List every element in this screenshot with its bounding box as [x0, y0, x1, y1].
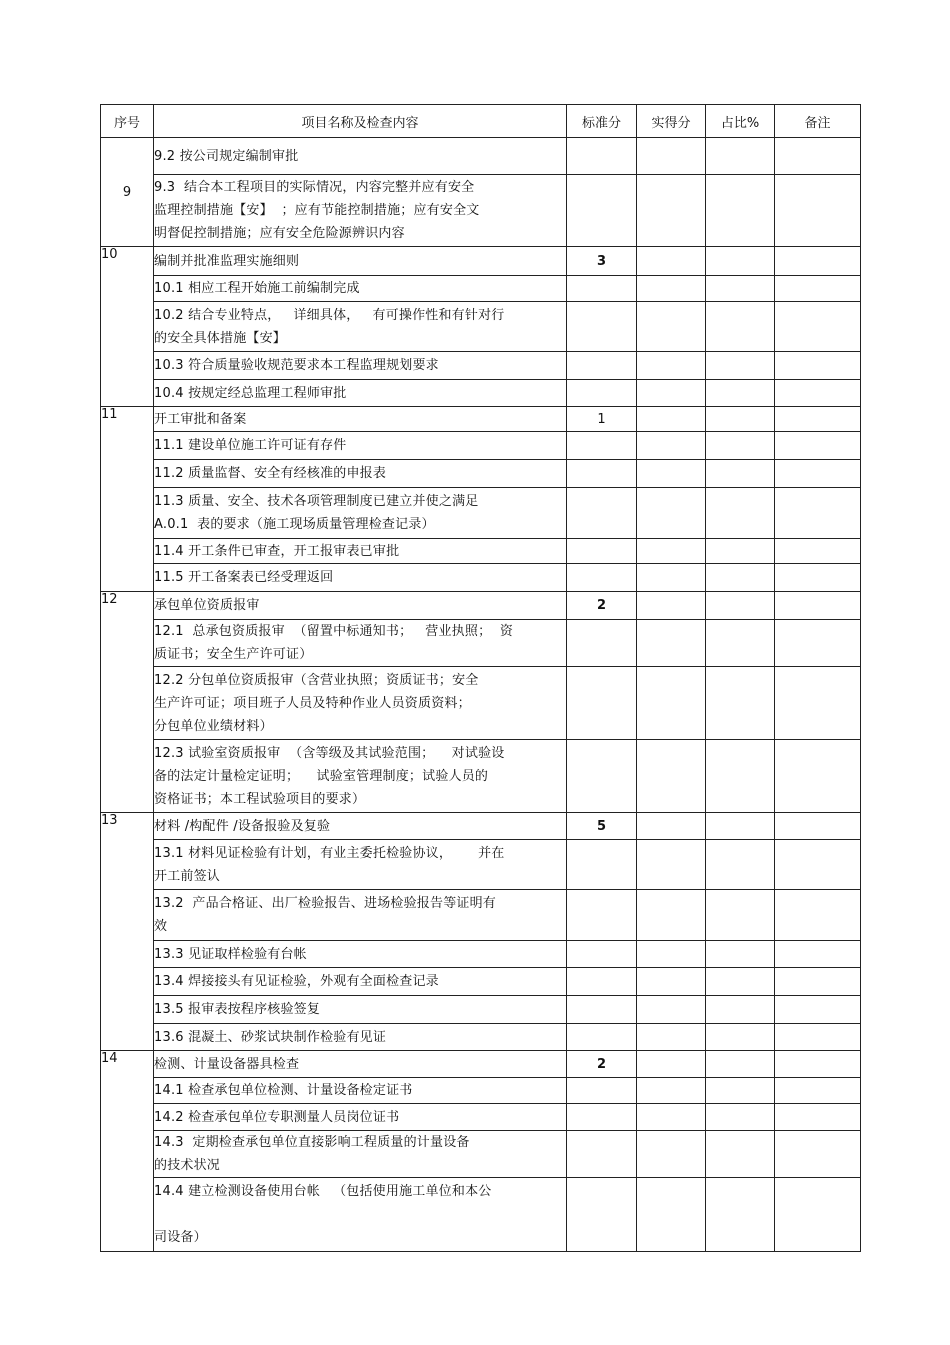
- ratio-cell[interactable]: [706, 564, 775, 592]
- table-row: [101, 592, 861, 620]
- ratio-cell[interactable]: [706, 407, 775, 432]
- item-cell: 11.5 开工备案表已经受理返回: [154, 564, 567, 592]
- actual-score-cell[interactable]: [637, 813, 706, 840]
- table-row: [101, 1051, 861, 1078]
- table-row: [101, 247, 861, 276]
- standard-score-cell: [567, 667, 637, 740]
- actual-score-cell[interactable]: [637, 407, 706, 432]
- seq-cell: 14: [101, 1051, 154, 1252]
- actual-score-cell[interactable]: [637, 620, 706, 667]
- table-row: [101, 380, 861, 407]
- remark-cell[interactable]: [775, 247, 861, 276]
- item-cell: 10.2 结合专业特点， 详细具体， 有可操作性和有针对行 的安全具体措施【安】: [154, 302, 567, 352]
- remark-cell[interactable]: [775, 1024, 861, 1051]
- ratio-cell[interactable]: [706, 488, 775, 539]
- remark-cell[interactable]: [775, 840, 861, 890]
- remark-cell[interactable]: [775, 620, 861, 667]
- item-cell: 11.2 质量监督、安全有经核准的申报表: [154, 460, 567, 488]
- table-row: [101, 175, 861, 247]
- table-row: [101, 667, 861, 740]
- ratio-cell[interactable]: [706, 276, 775, 302]
- header-seq: 序号: [101, 105, 154, 138]
- standard-score-cell: [567, 1078, 637, 1104]
- item-cell: 检测、计量设备器具检查: [154, 1051, 567, 1078]
- standard-score-cell: [567, 941, 637, 968]
- remark-cell[interactable]: [775, 1178, 861, 1252]
- table-row: [101, 460, 861, 488]
- item-cell: 13.5 报审表按程序核验签复: [154, 996, 567, 1024]
- header-actual-score: 实得分: [637, 105, 706, 138]
- item-cell: 11.1 建设单位施工许可证有存件: [154, 432, 567, 460]
- actual-score-cell[interactable]: [637, 996, 706, 1024]
- remark-cell[interactable]: [775, 941, 861, 968]
- standard-score-cell: [567, 996, 637, 1024]
- table-row: [101, 813, 861, 840]
- item-cell: 14.2 检查承包单位专职测量人员岗位证书: [154, 1104, 567, 1131]
- ratio-cell[interactable]: [706, 813, 775, 840]
- item-cell: 10.1 相应工程开始施工前编制完成: [154, 276, 567, 302]
- remark-cell[interactable]: [775, 1051, 861, 1078]
- ratio-cell[interactable]: [706, 432, 775, 460]
- remark-cell[interactable]: [775, 407, 861, 432]
- item-cell: 14.3 定期检查承包单位直接影响工程质量的计量设备 的技术状况: [154, 1131, 567, 1178]
- actual-score-cell[interactable]: [637, 432, 706, 460]
- actual-score-cell[interactable]: [637, 667, 706, 740]
- item-cell: 14.1 检查承包单位检测、计量设备检定证书: [154, 1078, 567, 1104]
- actual-score-cell[interactable]: [637, 460, 706, 488]
- table-row: [101, 432, 861, 460]
- item-cell: 10.3 符合质量验收规范要求本工程监理规划要求: [154, 352, 567, 380]
- seq-cell: 9: [101, 138, 154, 247]
- item-cell: 14.4 建立检测设备使用台帐 （包括使用施工单位和本公 司设备）: [154, 1178, 567, 1252]
- actual-score-cell[interactable]: [637, 488, 706, 539]
- standard-score-cell: [567, 460, 637, 488]
- table-row: [101, 620, 861, 667]
- seq-cell: 13: [101, 813, 154, 1051]
- standard-score-cell: 2: [567, 1051, 637, 1078]
- remark-cell[interactable]: [775, 996, 861, 1024]
- header-remark: 备注: [775, 105, 861, 138]
- header-ratio: 占比%: [706, 105, 775, 138]
- remark-cell[interactable]: [775, 432, 861, 460]
- standard-score-cell: [567, 890, 637, 941]
- ratio-cell[interactable]: [706, 1178, 775, 1252]
- table-row: [101, 840, 861, 890]
- item-cell: 11.4 开工条件已审查，开工报审表已审批: [154, 539, 567, 564]
- ratio-cell[interactable]: [706, 539, 775, 564]
- ratio-cell[interactable]: [706, 138, 775, 175]
- actual-score-cell[interactable]: [637, 1078, 706, 1104]
- standard-score-cell: [567, 1104, 637, 1131]
- table-row: [101, 564, 861, 592]
- remark-cell[interactable]: [775, 539, 861, 564]
- item-cell: 9.2 按公司规定编制审批: [154, 138, 567, 175]
- remark-cell[interactable]: [775, 564, 861, 592]
- actual-score-cell[interactable]: [637, 968, 706, 996]
- standard-score-cell: [567, 1131, 637, 1178]
- remark-cell[interactable]: [775, 1078, 861, 1104]
- remark-cell[interactable]: [775, 138, 861, 175]
- standard-score-cell: [567, 276, 637, 302]
- remark-cell[interactable]: [775, 667, 861, 740]
- table-row: [101, 488, 861, 539]
- standard-score-cell: [567, 432, 637, 460]
- table-row: [101, 352, 861, 380]
- item-cell: 编制并批准监理实施细则: [154, 247, 567, 276]
- actual-score-cell[interactable]: [637, 1024, 706, 1051]
- actual-score-cell[interactable]: [637, 1178, 706, 1252]
- item-cell: 13.1 材料见证检验有计划，有业主委托检验协议， 并在 开工前签认: [154, 840, 567, 890]
- remark-cell[interactable]: [775, 380, 861, 407]
- table-row: [101, 996, 861, 1024]
- standard-score-cell: 2: [567, 592, 637, 620]
- ratio-cell[interactable]: [706, 1051, 775, 1078]
- item-cell: 13.2 产品合格证、出厂检验报告、进场检验报告等证明有 效: [154, 890, 567, 941]
- item-cell: 承包单位资质报审: [154, 592, 567, 620]
- ratio-cell[interactable]: [706, 667, 775, 740]
- standard-score-cell: [567, 840, 637, 890]
- standard-score-cell: [567, 968, 637, 996]
- standard-score-cell: [567, 352, 637, 380]
- seq-cell: 11: [101, 407, 154, 592]
- remark-cell[interactable]: [775, 813, 861, 840]
- actual-score-cell[interactable]: [637, 941, 706, 968]
- seq-cell: 10: [101, 247, 154, 407]
- table-row: [101, 941, 861, 968]
- ratio-cell[interactable]: [706, 1024, 775, 1051]
- table-row: [101, 1178, 861, 1252]
- remark-cell[interactable]: [775, 740, 861, 813]
- ratio-cell[interactable]: [706, 1104, 775, 1131]
- item-cell: 10.4 按规定经总监理工程师审批: [154, 380, 567, 407]
- inspection-table: [100, 104, 861, 1252]
- ratio-cell[interactable]: [706, 996, 775, 1024]
- table-row: [101, 407, 861, 432]
- actual-score-cell[interactable]: [637, 276, 706, 302]
- standard-score-cell: [567, 1178, 637, 1252]
- actual-score-cell[interactable]: [637, 302, 706, 352]
- item-cell: 11.3 质量、安全、技术各项管理制度已建立并使之满足 A.0.1 表的要求（施工现场质量管理检查记录）: [154, 488, 567, 539]
- header-item: 项目名称及检查内容: [154, 105, 567, 138]
- actual-score-cell[interactable]: [637, 138, 706, 175]
- standard-score-cell: [567, 620, 637, 667]
- item-cell: 12.1 总承包资质报审 （留置中标通知书； 营业执照； 资 质证书；安全生产许可证）: [154, 620, 567, 667]
- item-cell: 13.3 见证取样检验有台帐: [154, 941, 567, 968]
- actual-score-cell[interactable]: [637, 592, 706, 620]
- ratio-cell[interactable]: [706, 380, 775, 407]
- remark-cell[interactable]: [775, 1131, 861, 1178]
- actual-score-cell[interactable]: [637, 539, 706, 564]
- actual-score-cell[interactable]: [637, 1104, 706, 1131]
- standard-score-cell: [567, 1024, 637, 1051]
- table-row: [101, 1131, 861, 1178]
- ratio-cell[interactable]: [706, 1078, 775, 1104]
- remark-cell[interactable]: [775, 968, 861, 996]
- ratio-cell[interactable]: [706, 460, 775, 488]
- remark-cell[interactable]: [775, 175, 861, 247]
- remark-cell[interactable]: [775, 302, 861, 352]
- standard-score-cell: [567, 488, 637, 539]
- item-cell: 材料 /构配件 /设备报验及复验: [154, 813, 567, 840]
- standard-score-cell: 1: [567, 407, 637, 432]
- standard-score-cell: [567, 539, 637, 564]
- standard-score-cell: [567, 380, 637, 407]
- ratio-cell[interactable]: [706, 302, 775, 352]
- item-cell: 开工审批和备案: [154, 407, 567, 432]
- actual-score-cell[interactable]: [637, 175, 706, 247]
- remark-cell[interactable]: [775, 460, 861, 488]
- ratio-cell[interactable]: [706, 968, 775, 996]
- ratio-cell[interactable]: [706, 620, 775, 667]
- standard-score-cell: [567, 138, 637, 175]
- actual-score-cell[interactable]: [637, 740, 706, 813]
- standard-score-cell: 3: [567, 247, 637, 276]
- remark-cell[interactable]: [775, 1104, 861, 1131]
- item-cell: 12.2 分包单位资质报审（含营业执照；资质证书；安全 生产许可证；项目班子人员及特种作业人员资质资料； 分包单位业绩材料）: [154, 667, 567, 740]
- remark-cell[interactable]: [775, 488, 861, 539]
- remark-cell[interactable]: [775, 890, 861, 941]
- seq-cell: 12: [101, 592, 154, 813]
- table-row: [101, 539, 861, 564]
- standard-score-cell: [567, 302, 637, 352]
- standard-score-cell: [567, 564, 637, 592]
- ratio-cell[interactable]: [706, 1131, 775, 1178]
- ratio-cell[interactable]: [706, 840, 775, 890]
- actual-score-cell[interactable]: [637, 380, 706, 407]
- table-row: [101, 1078, 861, 1104]
- actual-score-cell[interactable]: [637, 1131, 706, 1178]
- table-row: [101, 890, 861, 941]
- ratio-cell[interactable]: [706, 592, 775, 620]
- remark-cell[interactable]: [775, 276, 861, 302]
- table-row: [101, 1104, 861, 1131]
- table-row: [101, 302, 861, 352]
- remark-cell[interactable]: [775, 352, 861, 380]
- header-row: [101, 105, 861, 138]
- actual-score-cell[interactable]: [637, 352, 706, 380]
- actual-score-cell[interactable]: [637, 564, 706, 592]
- standard-score-cell: 5: [567, 813, 637, 840]
- item-cell: 12.3 试验室资质报审 （含等级及其试验范围； 对试验设 备的法定计量检定证明； 试验室管理制度；试验人员的 资格证书；本工程试验项目的要求）: [154, 740, 567, 813]
- table-row: [101, 1024, 861, 1051]
- table-row: [101, 968, 861, 996]
- actual-score-cell[interactable]: [637, 840, 706, 890]
- ratio-cell[interactable]: [706, 941, 775, 968]
- ratio-cell[interactable]: [706, 247, 775, 276]
- table-row: [101, 276, 861, 302]
- ratio-cell[interactable]: [706, 175, 775, 247]
- actual-score-cell[interactable]: [637, 1051, 706, 1078]
- standard-score-cell: [567, 740, 637, 813]
- header-standard-score: 标准分: [567, 105, 637, 138]
- item-cell: 9.3 结合本工程项目的实际情况，内容完整并应有安全 监理控制措施【安】 ；应有节能控制措施；应有安全文 明督促控制措施；应有安全危险源辨识内容: [154, 175, 567, 247]
- table-row: [101, 740, 861, 813]
- remark-cell[interactable]: [775, 592, 861, 620]
- table-row: [101, 138, 861, 175]
- ratio-cell[interactable]: [706, 740, 775, 813]
- actual-score-cell[interactable]: [637, 890, 706, 941]
- ratio-cell[interactable]: [706, 352, 775, 380]
- item-cell: 13.6 混凝土、砂浆试块制作检验有见证: [154, 1024, 567, 1051]
- item-cell: 13.4 焊接接头有见证检验，外观有全面检查记录: [154, 968, 567, 996]
- actual-score-cell[interactable]: [637, 247, 706, 276]
- standard-score-cell: [567, 175, 637, 247]
- ratio-cell[interactable]: [706, 890, 775, 941]
